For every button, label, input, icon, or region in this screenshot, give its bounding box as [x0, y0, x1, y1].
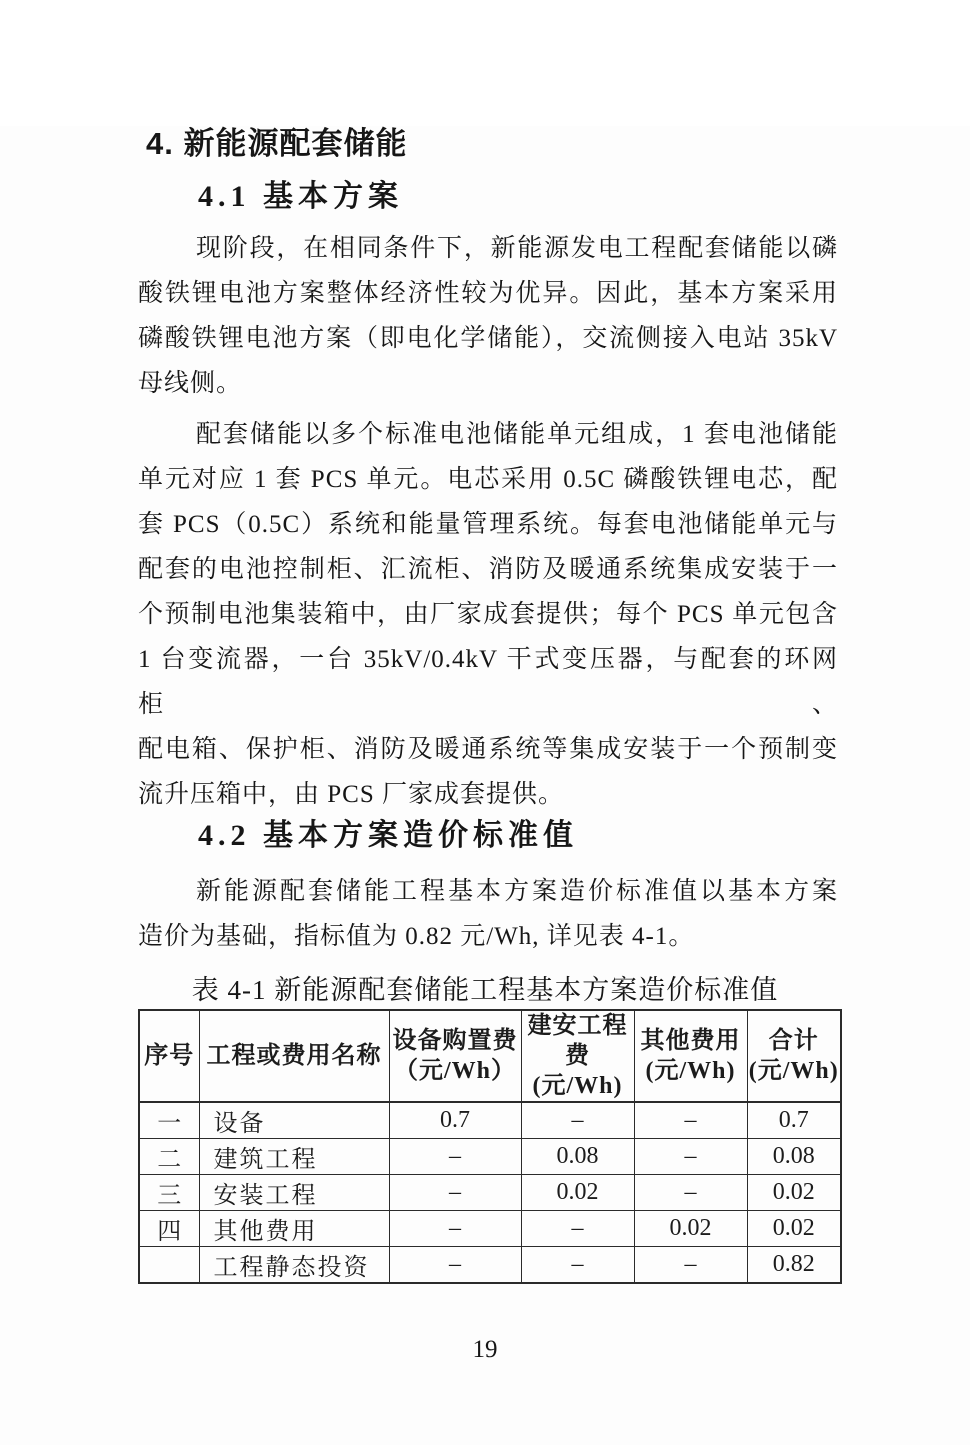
text-line: 酸铁锂电池方案整体经济性较为优异。因此，基本方案采用	[138, 280, 838, 307]
table-row	[139, 1211, 841, 1247]
table-row	[139, 1139, 841, 1175]
table-cell: 0.08	[521, 1139, 634, 1175]
table-cell: 0.08	[747, 1139, 841, 1175]
col-header-total	[747, 1010, 841, 1102]
text-line: 流升压箱中，由 PCS 厂家成套提供。	[138, 781, 564, 808]
table-cell: 0.02	[747, 1211, 841, 1247]
table-cell: 其他费用	[199, 1211, 389, 1247]
table-caption: 表 4-1 新能源配套储能工程基本方案造价标准值	[191, 975, 779, 1005]
text-line: 新能源配套储能工程基本方案造价标准值以基本方案	[196, 878, 838, 905]
table-row	[139, 1247, 841, 1284]
text-line: 造价为基础，指标值为 0.82 元/Wh, 详见表 4-1。	[138, 923, 695, 950]
text-line: 现阶段，在相同条件下，新能源发电工程配套储能以磷	[196, 235, 838, 262]
header-unit: (元/Wh)	[645, 1058, 736, 1084]
table-cell: 建筑工程	[199, 1139, 389, 1175]
header-unit: (元/Wh)	[532, 1073, 623, 1099]
table-cell	[139, 1247, 199, 1284]
header-label: 序号	[144, 1043, 195, 1069]
page-number: 19	[472, 1336, 498, 1363]
table-cell: –	[389, 1175, 521, 1211]
text-line: 配套的电池控制柜、汇流柜、消防及暖通系统集成安装于一	[138, 556, 838, 583]
table-cell: –	[634, 1175, 747, 1211]
header-label: 建安工程费	[527, 1013, 628, 1069]
table-header-row	[139, 1010, 841, 1102]
header-label: 工程或费用名称	[206, 1043, 382, 1069]
table-row	[139, 1102, 841, 1139]
text-line: 单元对应 1 套 PCS 单元。电芯采用 0.5C 磷酸铁锂电芯，配	[138, 466, 838, 493]
text-line: 个预制电池集装箱中，由厂家成套提供；每个 PCS 单元包含	[138, 601, 838, 628]
table-cell: 0.82	[747, 1247, 841, 1284]
chapter-heading: 4. 新能源配套储能	[146, 126, 408, 161]
table-cell: 工程静态投资	[199, 1247, 389, 1284]
table-cell: 二	[139, 1139, 199, 1175]
table-cell: –	[389, 1139, 521, 1175]
col-header-equipment-cost	[389, 1010, 521, 1102]
table-cell: 三	[139, 1175, 199, 1211]
text-line: 配电箱、保护柜、消防及暖通系统等集成安装于一个预制变	[138, 736, 838, 763]
header-unit: (元/Wh)	[748, 1058, 839, 1084]
table-cell: 设备	[199, 1102, 389, 1139]
header-unit: （元/Wh）	[393, 1058, 516, 1084]
table-cell: –	[634, 1247, 747, 1284]
header-label: 合计	[768, 1028, 819, 1054]
table-cell: 0.02	[521, 1175, 634, 1211]
document-page	[0, 126, 970, 1445]
table-cell: 四	[139, 1211, 199, 1247]
col-header-construction-cost	[521, 1010, 634, 1102]
col-header-other-cost	[634, 1010, 747, 1102]
table-cell: –	[521, 1102, 634, 1139]
table-cell: 0.02	[747, 1175, 841, 1211]
text-line: 母线侧。	[138, 370, 243, 397]
text-line: 配套储能以多个标准电池储能单元组成，1 套电池储能	[196, 421, 838, 448]
table-cell: –	[521, 1211, 634, 1247]
section-heading-4-1: 4.1 基本方案	[198, 180, 403, 213]
header-label: 设备购置费	[392, 1028, 518, 1054]
table-cell: 0.02	[634, 1211, 747, 1247]
header-label: 其他费用	[640, 1028, 741, 1054]
paragraph-2	[0, 412, 970, 817]
cost-standard-table	[138, 1009, 842, 1284]
section-heading-4-2: 4.2 基本方案造价标准值	[198, 819, 578, 852]
table-cell: –	[634, 1139, 747, 1175]
table-row	[139, 1175, 841, 1211]
col-header-item-name	[199, 1010, 389, 1102]
table-cell: –	[521, 1247, 634, 1284]
table-cell: 一	[139, 1102, 199, 1139]
table-cell: 安装工程	[199, 1175, 389, 1211]
table-cell: –	[389, 1247, 521, 1284]
table-cell: 0.7	[389, 1102, 521, 1139]
text-line: 1 台变流器，一台 35kV/0.4kV 干式变压器，与配套的环网柜、	[138, 646, 838, 718]
col-header-index	[139, 1010, 199, 1102]
text-line: 磷酸铁锂电池方案（即电化学储能），交流侧接入电站 35kV	[138, 325, 838, 352]
text-line: 套 PCS（0.5C）系统和能量管理系统。每套电池储能单元与	[138, 511, 838, 538]
table-cell: –	[389, 1211, 521, 1247]
paragraph-3	[0, 869, 970, 959]
table-cell: 0.7	[747, 1102, 841, 1139]
table-cell: –	[634, 1102, 747, 1139]
paragraph-1	[0, 226, 970, 406]
